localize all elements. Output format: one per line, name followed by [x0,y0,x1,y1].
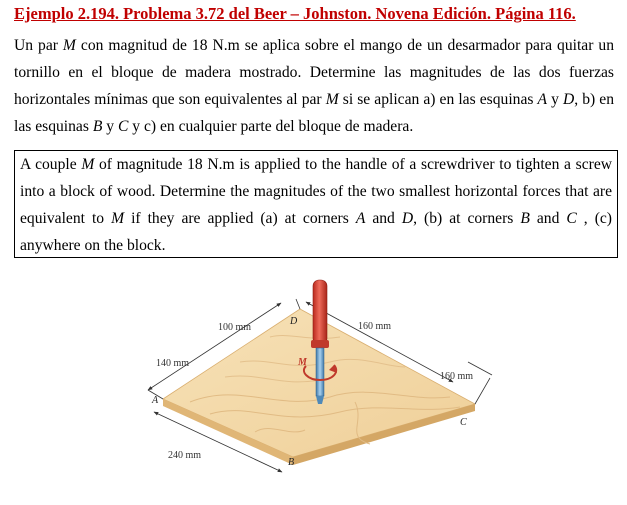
text-segment: Un par [14,37,63,54]
text-segment: A couple [20,156,82,173]
dimension-140mm: 140 mm [156,358,190,369]
symbol-a: A [537,91,548,108]
symbol-b: B [520,210,530,227]
text-segment: , (c) anywhere on the block. [20,210,612,254]
text-segment: y [547,91,563,108]
text-segment: y [102,118,118,135]
text-segment: y c) en cualquier parte del bloque de madera. [128,118,414,135]
dimension-100mm: 100 mm [218,322,252,333]
figure-svg [130,262,500,500]
point-b-label: B [288,457,295,468]
point-c-label: C [460,417,467,428]
symbol-m: M [62,37,76,54]
dimension-160mm-top: 160 mm [358,321,392,332]
symbol-m: M [325,91,339,108]
dimension-160mm-right: 160 mm [440,371,474,382]
symbol-a: A [355,210,366,227]
symbol-d: D [562,91,575,108]
screwdriver-figure [130,262,500,500]
text-segment: con magnitud de 18 N.m se aplica sobre el mango de un desarmador para quitar un tornillo en el bloque de madera mostrado. Determine las magnitudes de las dos fuerzas horizontales mínimas que son equivalentes al par [14,37,614,108]
symbol-m: M [81,156,95,173]
point-d-label: D [290,316,298,327]
symbol-m: M [111,210,125,227]
symbol-c: C [117,118,129,135]
text-segment: if they are applied (a) at corners [124,210,356,227]
text-segment: of magnitude 18 N.m is applied to the handle of a screwdriver to tighten a screw into a block of wood. Determine the magnitudes of the two smallest horizontal forces that are equivalent to [20,156,612,227]
text-segment: , (b) at corners [413,210,521,227]
english-problem-box [14,150,618,258]
dimension-240mm: 240 mm [168,450,202,461]
text-segment: and [365,210,402,227]
point-a-label: A [152,395,159,406]
spanish-problem-statement [14,32,614,140]
symbol-c: C [566,210,577,227]
text-segment: and [529,210,567,227]
text-segment: , b) en las esquinas [14,91,614,135]
page-title: Ejemplo 2.194. Problema 3.72 del Beer – Johnston. Novena Edición. Página 116. [14,4,576,23]
symbol-b: B [92,118,103,135]
text-segment: si se aplican a) en las esquinas [338,91,538,108]
moment-m-label: M [298,357,307,368]
symbol-d: D [401,210,414,227]
